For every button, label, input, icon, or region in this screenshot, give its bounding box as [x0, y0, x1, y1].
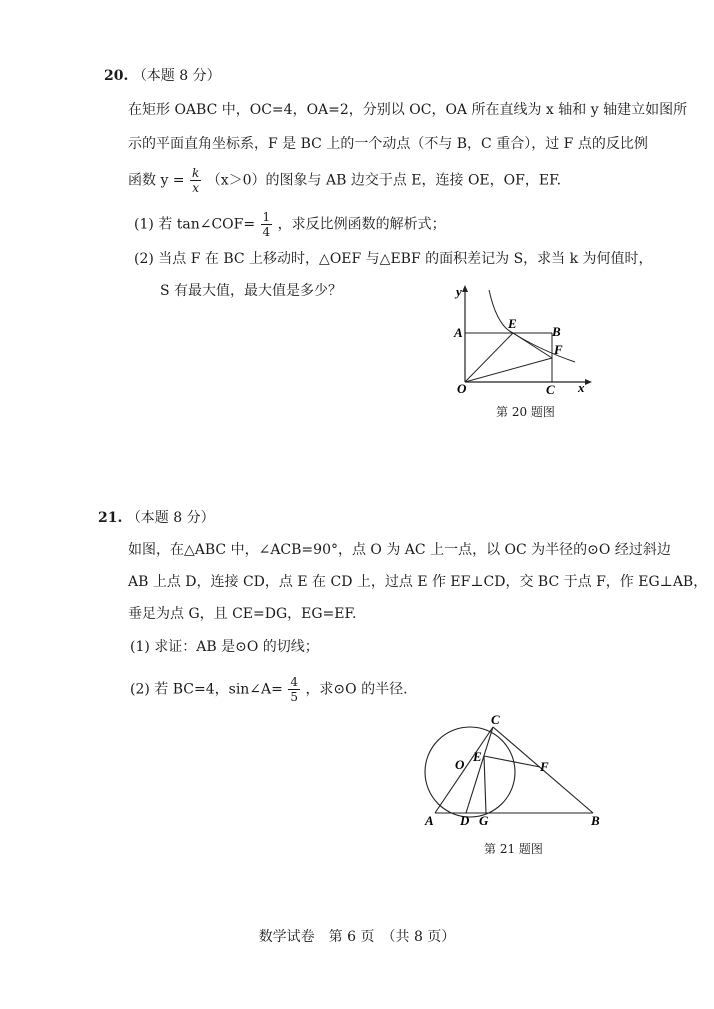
segment-OE	[465, 333, 513, 382]
q21-part2	[130, 675, 408, 704]
label-C: C	[491, 712, 500, 727]
page-footer: 数学试卷 第 6 页 （共 8 页）	[258, 929, 456, 945]
q21-part2-suffix: ，求⊙O 的半径.	[305, 681, 408, 698]
label-F: F	[554, 342, 563, 357]
label-A: A	[425, 813, 434, 828]
q20-part1-fraction	[261, 210, 273, 239]
fraction-denominator: x	[192, 181, 200, 195]
q20-points: （本题 8 分）	[132, 68, 221, 84]
label-C: C	[546, 382, 555, 397]
label-O: O	[455, 757, 465, 772]
q20-part1-prefix: (1) 若 tan∠COF=	[134, 216, 256, 233]
label-O: O	[457, 381, 467, 396]
label-F: F	[540, 759, 549, 774]
q20-part2-line2: S 有最大值，最大值是多少？	[160, 283, 343, 299]
q20-figure	[440, 280, 600, 400]
q20-stem-line1: 在矩形 OABC 中，OC=4，OA=2，分别以 OC，OA 所在直线为 x 轴和 y 轴建立如图所	[128, 102, 688, 118]
q21-figure-caption: 第 21 题图	[484, 842, 543, 856]
q21-points: （本题 8 分）	[126, 510, 215, 526]
q21-stem-line2: AB 上点 D，连接 CD，点 E 在 CD 上，过点 E 作 EF⊥CD，交 BC 于点 F，作 EG⊥AB，	[128, 574, 708, 590]
fraction-denominator: 5	[290, 690, 298, 704]
q21-figure	[415, 710, 610, 830]
q20-function-prefix: 函数 y =	[128, 172, 185, 189]
q20-part1-suffix: ，求反比例函数的解析式；	[277, 216, 446, 233]
q20-number: 20.	[104, 68, 129, 84]
label-x: x	[578, 380, 585, 395]
label-y: y	[456, 284, 462, 299]
label-D: D	[460, 813, 470, 828]
q21-part2-fraction	[288, 675, 300, 704]
q20-part1	[134, 210, 446, 239]
segment-EF	[484, 756, 540, 767]
q20-part2-line1: (2) 当点 F 在 BC 上移动时，△OEF 与△EBF 的面积差记为 S，求当 k 为何值时，	[134, 251, 653, 267]
q21-number: 21.	[98, 510, 123, 526]
label-E: E	[473, 749, 482, 764]
q20-function-suffix: （x＞0）的图象与 AB 边交于点 E，连接 OE，OF，EF.	[206, 172, 562, 189]
q21-stem-line3: 垂足为点 G，且 CE=DG，EG=EF.	[128, 606, 357, 622]
label-E: E	[508, 316, 517, 331]
circle-O	[425, 727, 515, 817]
label-G: G	[479, 813, 489, 828]
label-B: B	[552, 324, 561, 339]
q21-header	[98, 508, 215, 528]
q20-function-fraction	[190, 166, 201, 195]
q21-part1: (1) 求证：AB 是⊙O 的切线；	[130, 639, 319, 655]
segment-EF	[513, 333, 552, 358]
fraction-numerator: k	[192, 166, 200, 180]
fraction-numerator: 1	[262, 210, 271, 224]
segment-OF	[465, 358, 552, 382]
fraction-numerator: 4	[290, 675, 298, 689]
q21-stem-line1: 如图，在△ABC 中，∠ACB=90°，点 O 为 AC 上一点，以 OC 为半径的⊙O 经过斜边	[128, 542, 671, 558]
fraction-denominator: 4	[262, 225, 271, 239]
q20-stem-line2: 示的平面直角坐标系，F 是 BC 上的一个动点（不与 B，C 重合），过 F 点的反比例	[128, 136, 648, 152]
x-axis-arrow-icon	[585, 379, 592, 385]
q21-part2-prefix: (2) 若 BC=4，sin∠A=	[130, 681, 283, 698]
segment-EG	[484, 756, 486, 813]
q20-stem-line3	[128, 166, 561, 195]
label-B: B	[591, 813, 600, 828]
label-A: A	[454, 325, 463, 340]
q20-figure-caption: 第 20 题图	[496, 405, 555, 419]
y-axis-arrow-icon	[462, 285, 468, 292]
q20-header	[104, 66, 221, 86]
segment-CD	[466, 727, 493, 813]
